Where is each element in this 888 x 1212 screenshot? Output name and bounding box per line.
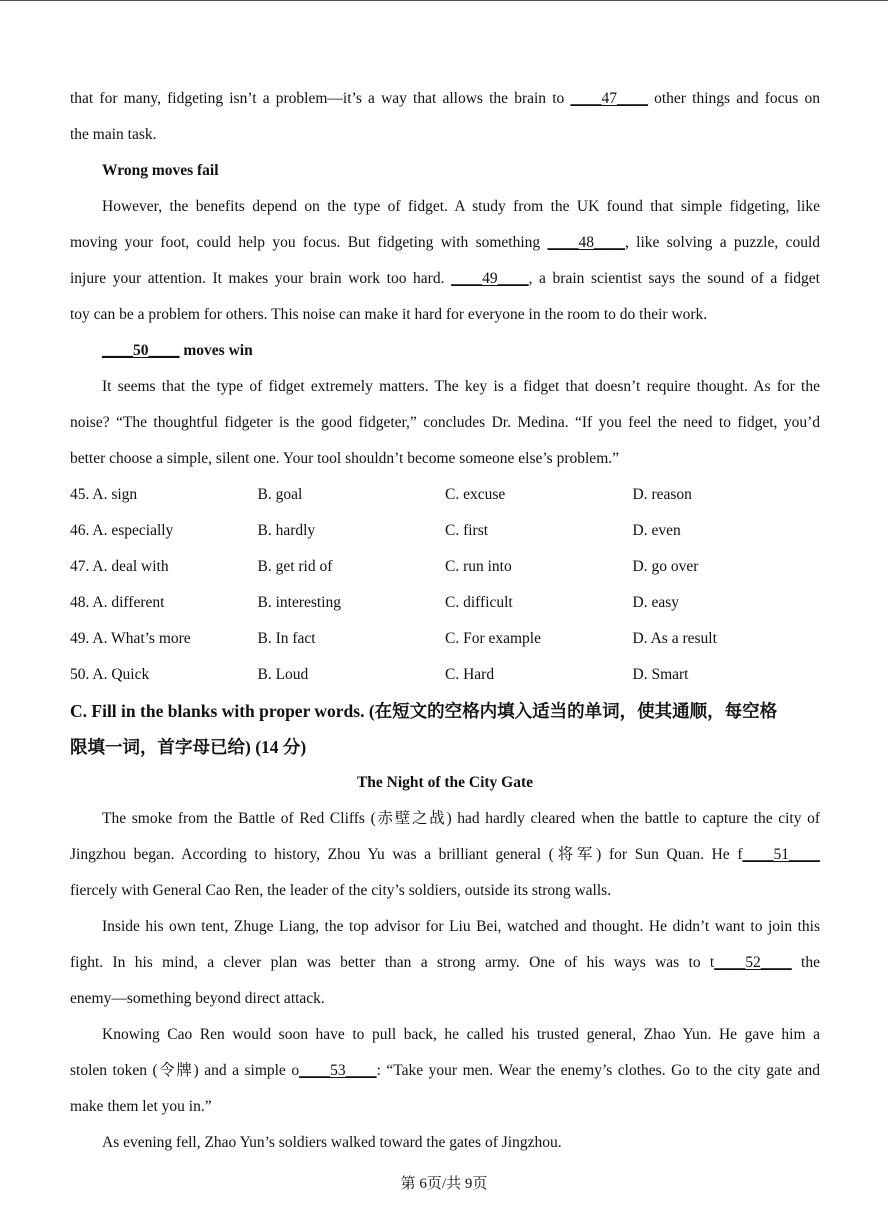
passage-line: that for many, fidgeting isn’t a problem—it’s a way that allows the brain to ____47____ other things and focus on (70, 90, 820, 107)
passage-line: moving your foot, could help you focus. But fidgeting with something ____48____, like solving a puzzle, could (70, 234, 820, 251)
option: C. excuse (445, 486, 506, 503)
blank-48[interactable]: ____48____ (547, 234, 625, 251)
option: D. even (632, 522, 681, 539)
blank-47[interactable]: ____47____ (570, 90, 648, 107)
option: C. run into (445, 558, 512, 575)
story-title: The Night of the City Gate (356, 774, 534, 791)
option: B. get rid of (257, 558, 333, 575)
option: C. difficult (445, 594, 513, 611)
story-line: The smoke from the Battle of Red Cliffs (赤壁之战) had hardly cleared when the battle to capture the city of (102, 810, 820, 827)
page-number: 第 6页/共 9页 (400, 1176, 488, 1192)
story-line: Jingzhou began. According to history, Zhou Yu was a brilliant general (将军) for Sun Quan. He f____51____ (70, 846, 820, 863)
option: D. go over (632, 558, 699, 575)
section-c-title: C. Fill in the blanks with proper words. (在短文的空格内填入适当的单词，使其通顺，每空格 (70, 701, 778, 721)
blank-49[interactable]: ____49____ (451, 270, 529, 287)
story-line: make them let you in.” (70, 1098, 212, 1115)
options-row-50 (70, 657, 820, 693)
option: 48. A. different (70, 594, 165, 611)
blank-53[interactable]: ____53____ (299, 1062, 377, 1079)
option: 46. A. especially (70, 522, 174, 539)
option: 49. A. What’s more (70, 630, 191, 647)
blank-51[interactable]: ____51____ (742, 846, 820, 863)
story-line: fiercely with General Cao Ren, the leader of the city’s soldiers, outside its strong walls. (70, 882, 612, 899)
passage-line: noise? “The thoughtful fidgeter is the good fidgeter,” concludes Dr. Medina. “If you feel the need to fidget, you’d (70, 414, 820, 431)
page-top-border (0, 0, 888, 1)
passage-line: the main task. (70, 126, 157, 143)
options-row-49 (70, 621, 820, 657)
options-row-46 (70, 513, 820, 549)
option: B. Loud (257, 666, 309, 683)
story-line: Knowing Cao Ren would soon have to pull back, he called his trusted general, Zhao Yun. He gave him a (102, 1026, 820, 1043)
passage-line: injure your attention. It makes your brain work too hard. ____49____, a brain scientist says the sound of a fidget (70, 270, 820, 287)
story-line: fight. In his mind, a clever plan was better than a strong army. One of his ways was to t____52____ the (70, 954, 820, 971)
story-line: As evening fell, Zhao Yun’s soldiers walked toward the gates of Jingzhou. (102, 1134, 562, 1151)
option: B. interesting (257, 594, 342, 611)
options-row-47 (70, 549, 820, 585)
passage-line: better choose a simple, silent one. Your tool shouldn’t become someone else’s problem.” (70, 450, 620, 467)
subheading-wrong-moves: Wrong moves fail (102, 162, 219, 179)
story-line: Inside his own tent, Zhuge Liang, the top advisor for Liu Bei, watched and thought. He didn’t want to join this (102, 918, 820, 935)
story-line: stolen token (令牌) and a simple o____53____: “Take your men. Wear the enemy’s clothes. Go to the city gate and (70, 1062, 821, 1079)
option: C. first (445, 522, 489, 539)
option: 45. A. sign (70, 486, 138, 503)
option: D. easy (632, 594, 679, 611)
option: D. Smart (632, 666, 689, 683)
document-page (70, 81, 820, 1161)
passage-line: toy can be a problem for others. This noise can make it hard for everyone in the room to do their work. (70, 306, 708, 323)
option: 47. A. deal with (70, 558, 169, 575)
blank-52[interactable]: ____52____ (714, 954, 792, 971)
option: D. As a result (632, 630, 717, 647)
option: 50. A. Quick (70, 666, 150, 683)
subheading-moves-win: ____50____ moves win (102, 342, 253, 359)
option: B. hardly (257, 522, 316, 539)
option: C. Hard (445, 666, 495, 683)
passage-line: It seems that the type of fidget extremely matters. The key is a fidget that doesn’t require thought. As for the (102, 378, 820, 395)
blank-50[interactable]: ____50____ (102, 342, 180, 359)
story-line: enemy—something beyond direct attack. (70, 990, 325, 1007)
option: B. In fact (257, 630, 316, 647)
option: B. goal (257, 486, 303, 503)
option: C. For example (445, 630, 541, 647)
section-c-title-cont: 限填一词，首字母已给) (14 分) (70, 737, 307, 757)
options-row-45 (70, 477, 820, 513)
options-row-48 (70, 585, 820, 621)
option: D. reason (632, 486, 692, 503)
passage-line: However, the benefits depend on the type of fidget. A study from the UK found that simple fidgeting, like (102, 198, 820, 215)
